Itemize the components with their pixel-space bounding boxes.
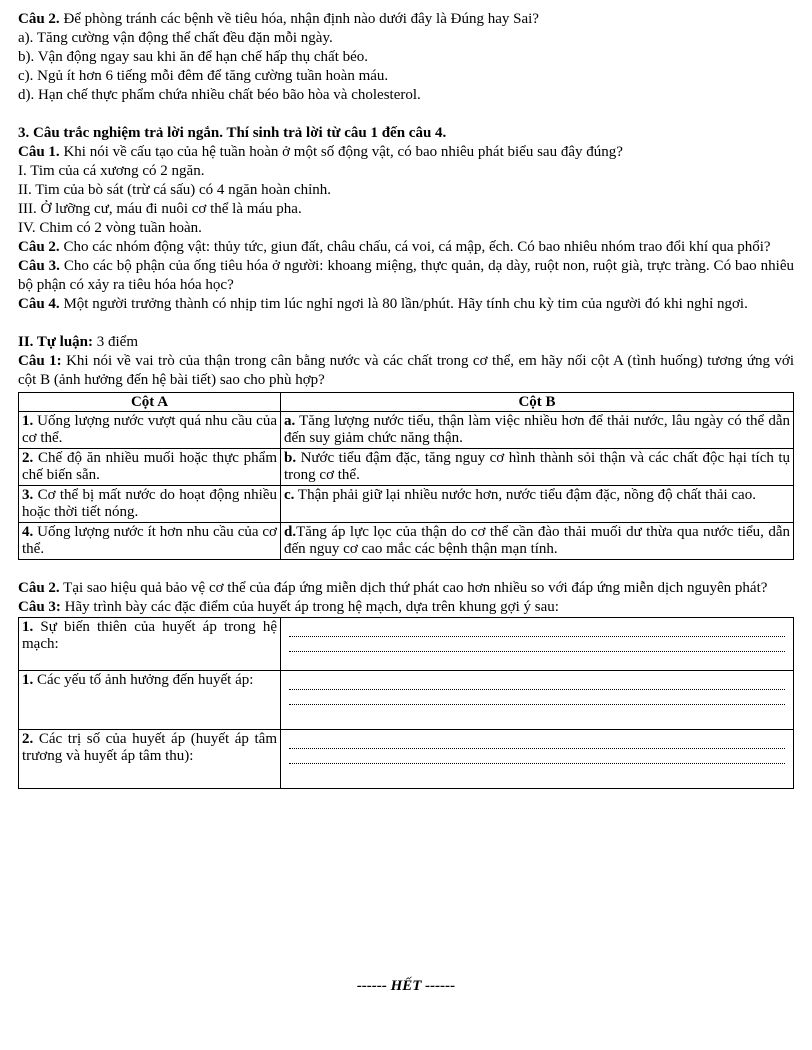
question-label: Câu 3. [18,258,60,274]
question-label: Câu 2. [18,239,60,255]
question-label: Câu 2. [18,11,60,27]
short-question-3 [18,257,794,295]
statement-1: I. Tim của cá xương có 2 ngăn. [18,163,205,179]
section-heading-short-answer: 3. Câu trắc nghiệm trả lời ngắn. Thí sinh trả lời từ câu 1 đến câu 4. [18,125,447,141]
option-d: d). Hạn chế thực phẩm chứa nhiều chất béo bão hòa và cholesterol. [18,87,421,103]
question-text: Hãy trình bày các đặc điểm của huyết áp trong hệ mạch, dựa trên khung gợi ý sau: [60,599,559,615]
answer-line [289,641,785,652]
column-a-cell: 4. Uống lượng nước ít hơn nhu cầu của cơ thể. [19,523,281,560]
statement-4: IV. Chim có 2 vòng tuần hoàn. [18,220,202,236]
question-text: Cho các bộ phận của ống tiêu hóa ở người: khoang miệng, thực quản, dạ dày, ruột non, ruột già, trực tràng. Có bao nhiêu bộ phận có xảy ra tiêu hóa hóa học? [18,258,794,293]
column-a-cell: 1. Uống lượng nước vượt quá nhu cầu của cơ thể. [19,412,281,449]
question-true-false [18,10,794,29]
column-b-cell: a. Tăng lượng nước tiểu, thận làm việc nhiều hơn để thải nước, lâu ngày có thể dẫn đến suy giảm chức năng thận. [281,412,794,449]
question-label: Câu 2. [18,580,60,596]
prompt-cell: 2. Các trị số của huyết áp (huyết áp tâm trương và huyết áp tâm thu): [19,730,281,789]
answer-cell[interactable] [281,730,794,789]
table-row [19,486,794,523]
answer-line [289,738,785,749]
answer-cell[interactable] [281,618,794,671]
table-row [19,618,794,671]
exam-page [18,10,794,789]
blood-pressure-table [18,617,794,789]
short-question-4 [18,295,794,314]
table-row [19,730,794,789]
essay-heading: II. Tự luận: [18,334,94,350]
table-row [19,449,794,486]
question-text: Để phòng tránh các bệnh về tiêu hóa, nhận định nào dưới đây là Đúng hay Sai? [59,11,539,27]
option-b: b). Vận động ngay sau khi ăn để hạn chế hấp thụ chất béo. [18,49,369,65]
answer-line [289,626,785,637]
statement-3: III. Ở lưỡng cư, máu đi nuôi cơ thể là máu pha. [18,201,302,217]
option-c: c). Ngủ ít hơn 6 tiếng mỗi đêm để tăng cường tuần hoàn máu. [18,68,389,84]
column-a-header: Cột A [19,393,281,412]
question-text: Khi nói về cấu tạo của hệ tuần hoàn ở một số động vật, có bao nhiêu phát biểu sau đây đúng? [59,144,623,160]
prompt-cell: 1. Các yếu tố ảnh hưởng đến huyết áp: [19,671,281,730]
section-heading-essay [18,333,794,352]
question-label: Câu 4. [18,296,60,312]
answer-cell[interactable] [281,671,794,730]
column-b-cell: c. Thận phải giữ lại nhiều nước hơn, nước tiểu đậm đặc, nồng độ chất thải cao. [281,486,794,523]
essay-question-2 [18,579,794,598]
essay-points: 3 điểm [93,334,139,350]
short-question-1 [18,143,794,162]
question-text: Cho các nhóm động vật: thủy tức, giun đất, châu chấu, cá voi, cá mập, ếch. Có bao nhiêu nhóm trao đổi khí qua phổi? [59,239,771,255]
answer-line [289,679,785,690]
question-label: Câu 3: [18,599,61,615]
question-label: Câu 1. [18,144,60,160]
table-row [19,523,794,560]
column-b-header: Cột B [281,393,794,412]
essay-question-3 [18,598,794,617]
option-a: a). Tăng cường vận động thể chất đều đặn mỗi ngày. [18,30,333,46]
matching-table [18,392,794,560]
question-text: Một người trưởng thành có nhịp tim lúc nghỉ ngơi là 80 lần/phút. Hãy tính chu kỳ tim của người đó khi nghỉ ngơi. [59,296,748,312]
statement-2: II. Tim của bò sát (trừ cá sấu) có 4 ngăn hoàn chỉnh. [18,182,332,198]
prompt-cell: 1. Sự biến thiên của huyết áp trong hệ mạch: [19,618,281,671]
question-label: Câu 1: [18,353,62,369]
question-text: Khi nói về vai trò của thận trong cân bằng nước và các chất trong cơ thể, em hãy nối cột A (tình huống) tương ứng với cột B (ảnh hưởng đến hệ bài tiết) sao cho phù hợp? [18,353,795,388]
column-a-cell: 3. Cơ thể bị mất nước do hoạt động nhiều hoặc thời tiết nóng. [19,486,281,523]
column-a-cell: 2. Chế độ ăn nhiều muối hoặc thực phẩm chế biến sẵn. [19,449,281,486]
column-b-cell: b. Nước tiểu đậm đặc, tăng nguy cơ hình thành sỏi thận và các chất độc hại tích tụ trong cơ thể. [281,449,794,486]
end-marker: ------ HẾT ------ [356,978,456,994]
answer-line [289,694,785,705]
question-text: Tại sao hiệu quả bảo vệ cơ thể của đáp ứng miễn dịch thứ phát cao hơn nhiều so với đáp ứng miễn dịch nguyên phát? [59,580,768,596]
table-row [19,671,794,730]
answer-line [289,753,785,764]
column-b-cell: d.Tăng áp lực lọc của thận do cơ thể cần đào thải muối dư thừa qua nước tiểu, dẫn đến nguy cơ cao mắc các bệnh thận mạn tính. [281,523,794,560]
short-question-2 [18,238,794,257]
essay-question-1 [18,352,794,390]
table-row [19,412,794,449]
